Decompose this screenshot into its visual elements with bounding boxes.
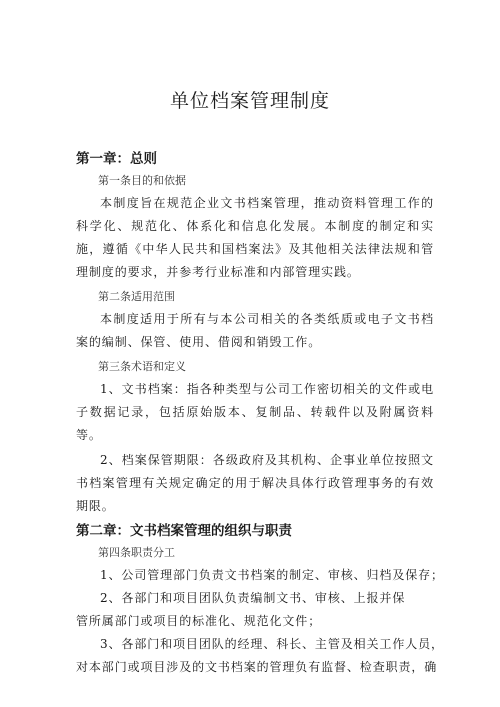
chapter-1-heading: 第一章：总则	[76, 151, 157, 167]
chapter-2-heading: 第二章：文书档案管理的组织与职责	[76, 523, 292, 539]
article-4-item-1: 1、公司管理部门负责文书档案的制定、审核、归档及保存；	[100, 568, 444, 582]
article-1-heading: 第一条目的和依据	[98, 174, 186, 187]
article-4-item-2-line-1: 2、各部门和项目团队负责编制文书、审核、上报并保	[100, 591, 406, 605]
article-3-heading: 第三条术语和定义	[98, 360, 186, 373]
article-1-text: 本制度旨在规范企业文书档案管理，推动资料管理工作的科学化、规范化、体系化和信息化发展。本制度的制定和实施，遵循《中华人民共和国档案法》及其他相关法律法规和管理制度的要求，并参考行业标准和内部管理实践。	[76, 196, 434, 279]
article-2-heading: 第二条适用范围	[98, 290, 175, 303]
article-4-item-3-line-2: 对本部门或项目涉及的文书档案的管理负有监督、检查职责，确	[76, 660, 438, 674]
article-4-item-2-line-2: 管所属部门或项目的标准化、规范化文件；	[76, 614, 322, 628]
article-2-text: 本制度适用于所有与本公司相关的各类纸质或电子文书档案的编制、保管、使用、借阅和销毁工作。	[76, 312, 434, 349]
article-3-item-2: 2、档案保管期限：各级政府及其机构、企事业单位按照文书档案管理有关规定确定的用于解决具体行政管理事务的有效期限。	[76, 453, 434, 513]
article-4-heading: 第四条职责分工	[98, 546, 175, 559]
document-body	[76, 148, 444, 679]
article-4-item-3-line-1: 3、各部门和项目团队的经理、科长、主管及相关工作人员，	[100, 637, 444, 651]
article-3-item-1: 1、文书档案：指各种类型与公司工作密切相关的文件或电子数据记录，包括原始版本、复制品、转载件以及附属资料等。	[76, 382, 434, 442]
document-title: 单位档案管理制度	[169, 90, 330, 112]
